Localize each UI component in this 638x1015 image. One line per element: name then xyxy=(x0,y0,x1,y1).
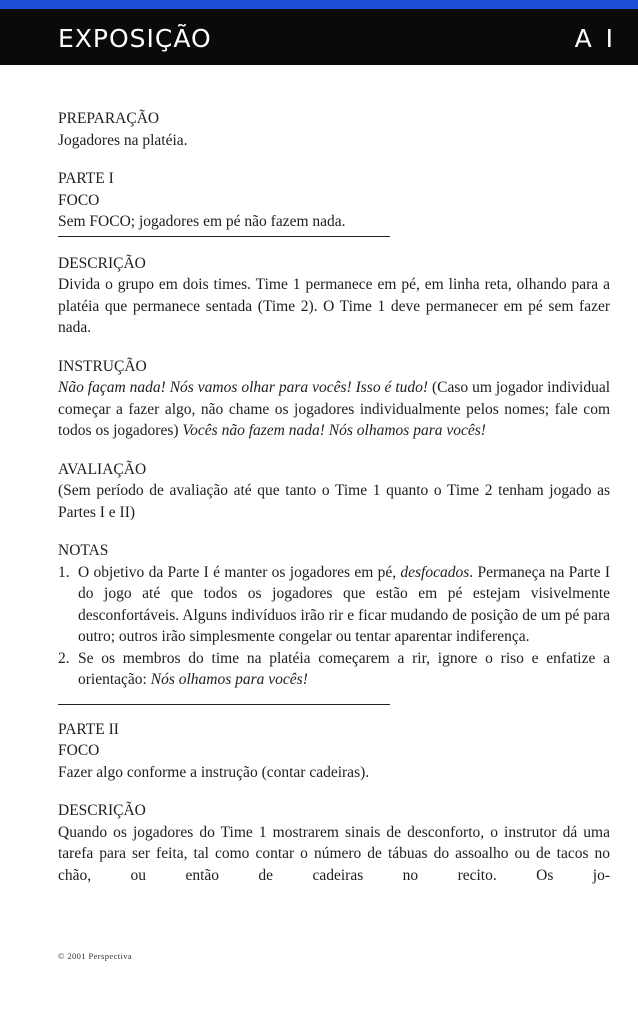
notas-item-1-emphasis: desfocados xyxy=(400,563,470,581)
page-content xyxy=(58,108,610,886)
parte1-foco-heading: FOCO xyxy=(58,191,100,209)
descricao2-text: Quando os jogadores do Time 1 mostrarem sinais de desconforto, o instrutor dá uma tarefa para ser feita, tal como contar o número de tábuas do assoalho ou de tacos no chão, ou então de cadeiras no recito. Os jo- xyxy=(58,823,610,884)
divider-2 xyxy=(58,704,390,705)
parte2-foco-text: Fazer algo conforme a instrução (contar cadeiras). xyxy=(58,763,370,781)
descricao2-block xyxy=(58,800,610,886)
preparacao-text: Jogadores na platéia. xyxy=(58,131,188,149)
instrucao-italic-1: Não façam nada! Nós vamos olhar para vocês! Isso é tudo! xyxy=(58,379,429,396)
notas-item-2-number: 2. xyxy=(58,649,70,667)
copyright-footer: © 2001 Perspectiva xyxy=(58,951,133,961)
notas-list xyxy=(58,562,610,691)
notas-item-2-text-a: Se os membros do time na platéia começarem a rir, ignore o riso e enfatize a orientação: xyxy=(78,649,610,688)
avaliacao-heading: AVALIAÇÃO xyxy=(58,460,147,478)
notas-item-2 xyxy=(58,648,610,691)
parte2-block xyxy=(58,719,610,784)
instrucao-heading: INSTRUÇÃO xyxy=(58,357,147,375)
parte2-foco-heading: FOCO xyxy=(58,742,100,759)
parte2-heading: PARTE II xyxy=(58,720,119,738)
avaliacao-block xyxy=(58,459,610,524)
section-header xyxy=(0,9,638,65)
descricao1-heading: DESCRIÇÃO xyxy=(58,254,146,272)
instrucao-block xyxy=(58,356,610,442)
notas-block xyxy=(58,540,610,691)
divider xyxy=(58,236,390,237)
top-accent-bar xyxy=(0,0,638,9)
notas-item-1-text-a: O objetivo da Parte I é manter os jogadores em pé, xyxy=(78,563,401,581)
avaliacao-text: (Sem período de avaliação até que tanto o Time 1 quanto o Time 2 tenham jogado as Partes I e II) xyxy=(58,482,610,521)
notas-item-1 xyxy=(58,562,610,648)
notas-item-1-number: 1. xyxy=(58,563,70,581)
descricao1-text: Divida o grupo em dois times. Time 1 permanece em pé, em linha reta, olhando para a platéia que permanece sentada (Time 2). O Time 1 deve permanecer em pé sem fazer nada. xyxy=(58,276,610,336)
notas-item-2-emphasis: Nós olhamos para vocês! xyxy=(150,671,308,688)
parte1-heading: PARTE I xyxy=(58,170,114,187)
parte1-foco-text: Sem FOCO; jogadores em pé não fazem nada. xyxy=(58,213,346,230)
preparacao-block xyxy=(58,108,610,151)
parte1-block xyxy=(58,168,610,233)
instrucao-plain: (Caso um jogador individual começar a fazer algo, não chame os jogadores individualmente pelos nomes; fale com todos os jogadores) xyxy=(58,379,611,439)
notas-heading: NOTAS xyxy=(58,542,109,559)
descricao1-block xyxy=(58,253,610,339)
notas-item-1-text-b: . Permaneça na Parte I do jogo até que todos os jogadores que estão em pé estejam visivelmente desconfortáveis. Alguns indivíduos irão rir e ficar mudando de posição de um pé para outro; outros irão simplesmente congelar ou tentar aparentar indiferença. xyxy=(78,563,610,645)
section-code: A I xyxy=(574,24,616,53)
instrucao-text xyxy=(58,377,610,442)
section-title: EXPOSIÇÃO xyxy=(58,24,212,53)
instrucao-italic-2: Vocês não fazem nada! Nós olhamos para vocês! xyxy=(182,422,486,439)
preparacao-heading: PREPARAÇÃO xyxy=(58,110,160,127)
descricao2-heading: DESCRIÇÃO xyxy=(58,802,146,819)
